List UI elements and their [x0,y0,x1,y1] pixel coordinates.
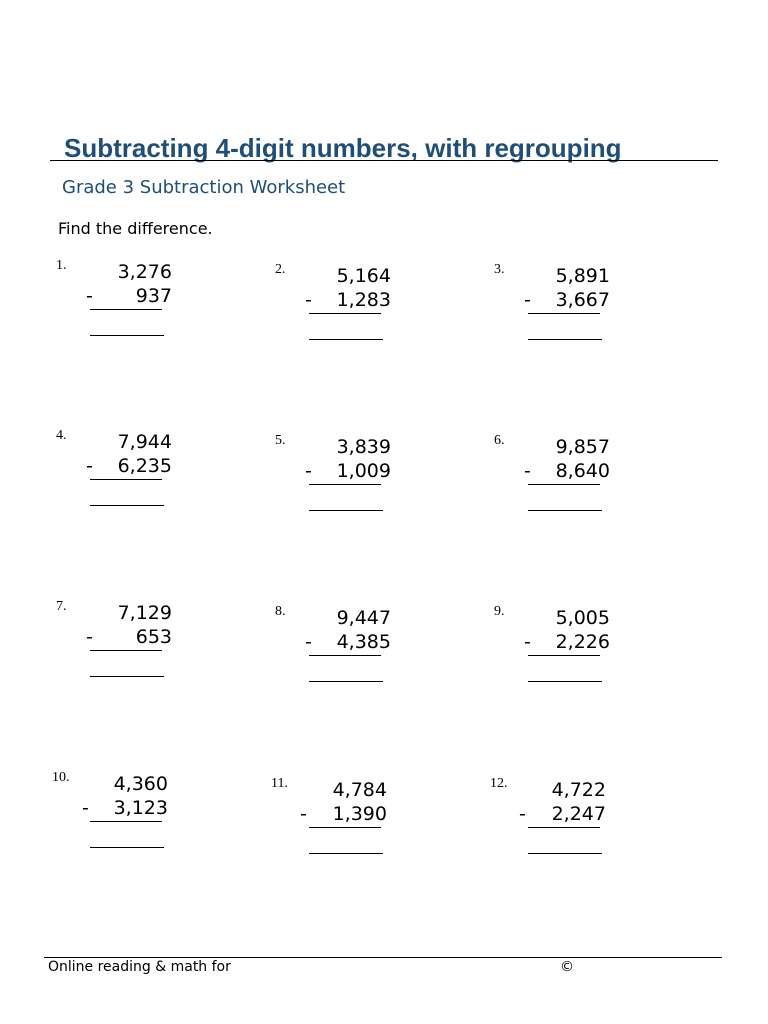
minuend: 9,447 [336,607,391,629]
copyright-symbol: © [560,959,574,975]
problem-number: 1. [56,258,67,273]
answer-line [528,339,602,340]
minuend: 4,722 [551,779,606,801]
minus-sign: - [86,455,93,477]
problem-number: 12. [490,776,508,791]
problem-number: 2. [275,262,286,277]
minuend: 5,005 [555,607,610,629]
instructions: Find the difference. [58,219,213,238]
subtrahend: 8,640 [555,460,610,482]
problem-number: 9. [494,604,505,619]
sum-line [309,655,381,656]
minuend: 9,857 [555,436,610,458]
problem-7 [56,599,186,699]
answer-line [309,339,383,340]
minuend: 7,944 [117,431,172,453]
minus-sign: - [300,803,307,825]
answer-line [309,510,383,511]
minus-sign: - [524,289,531,311]
subtrahend: 653 [135,626,172,648]
problem-3 [494,262,624,362]
subtrahend: 2,226 [555,631,610,653]
minus-sign: - [524,460,531,482]
problem-11 [271,776,401,876]
subtrahend: 3,667 [555,289,610,311]
minus-sign: - [82,797,89,819]
minus-sign: - [524,631,531,653]
subtrahend: 3,123 [113,797,168,819]
minuend: 3,839 [336,436,391,458]
answer-line [528,510,602,511]
answer-line [90,335,164,336]
subtrahend: 1,009 [336,460,391,482]
problem-6 [494,433,624,533]
problem-2 [275,262,405,362]
problem-number: 11. [271,776,288,791]
sum-line [528,655,600,656]
problem-number: 5. [275,433,286,448]
problem-number: 7. [56,599,67,614]
subtrahend: 4,385 [336,631,391,653]
sum-line [309,484,381,485]
subtrahend: 1,390 [332,803,387,825]
problem-number: 8. [275,604,286,619]
problem-5 [275,433,405,533]
answer-line [90,847,164,848]
minuend: 5,164 [336,265,391,287]
sum-line [528,827,600,828]
answer-line [309,853,383,854]
minuend: 4,784 [332,779,387,801]
minuend: 3,276 [117,261,172,283]
title-divider [50,160,718,161]
worksheet-subtitle: Grade 3 Subtraction Worksheet [62,177,346,198]
sum-line [90,821,162,822]
answer-line [309,681,383,682]
minus-sign: - [305,631,312,653]
minuend: 7,129 [117,602,172,624]
subtrahend: 6,235 [117,455,172,477]
minus-sign: - [305,460,312,482]
problem-9 [494,604,624,704]
subtrahend: 1,283 [336,289,391,311]
minus-sign: - [86,285,93,307]
problem-4 [56,428,186,528]
subtrahend: 2,247 [551,803,606,825]
minus-sign: - [519,803,526,825]
sum-line [90,479,162,480]
problem-number: 4. [56,428,67,443]
problem-12 [490,776,620,876]
sum-line [528,484,600,485]
problem-1 [56,258,186,358]
problem-10 [52,770,182,870]
sum-line [528,313,600,314]
answer-line [90,676,164,677]
sum-line [90,650,162,651]
problem-number: 6. [494,433,505,448]
sum-line [309,313,381,314]
sum-line [90,309,162,310]
minuend: 4,360 [113,773,168,795]
subtrahend: 937 [135,285,172,307]
worksheet-title: Subtracting 4-digit numbers, with regrouping [64,133,622,163]
minus-sign: - [305,289,312,311]
problem-number: 3. [494,262,505,277]
sum-line [309,827,381,828]
answer-line [90,505,164,506]
problem-8 [275,604,405,704]
minus-sign: - [86,626,93,648]
footer-text: Online reading & math for [48,959,231,975]
answer-line [528,853,602,854]
answer-line [528,681,602,682]
problem-number: 10. [52,770,70,785]
minuend: 5,891 [555,265,610,287]
